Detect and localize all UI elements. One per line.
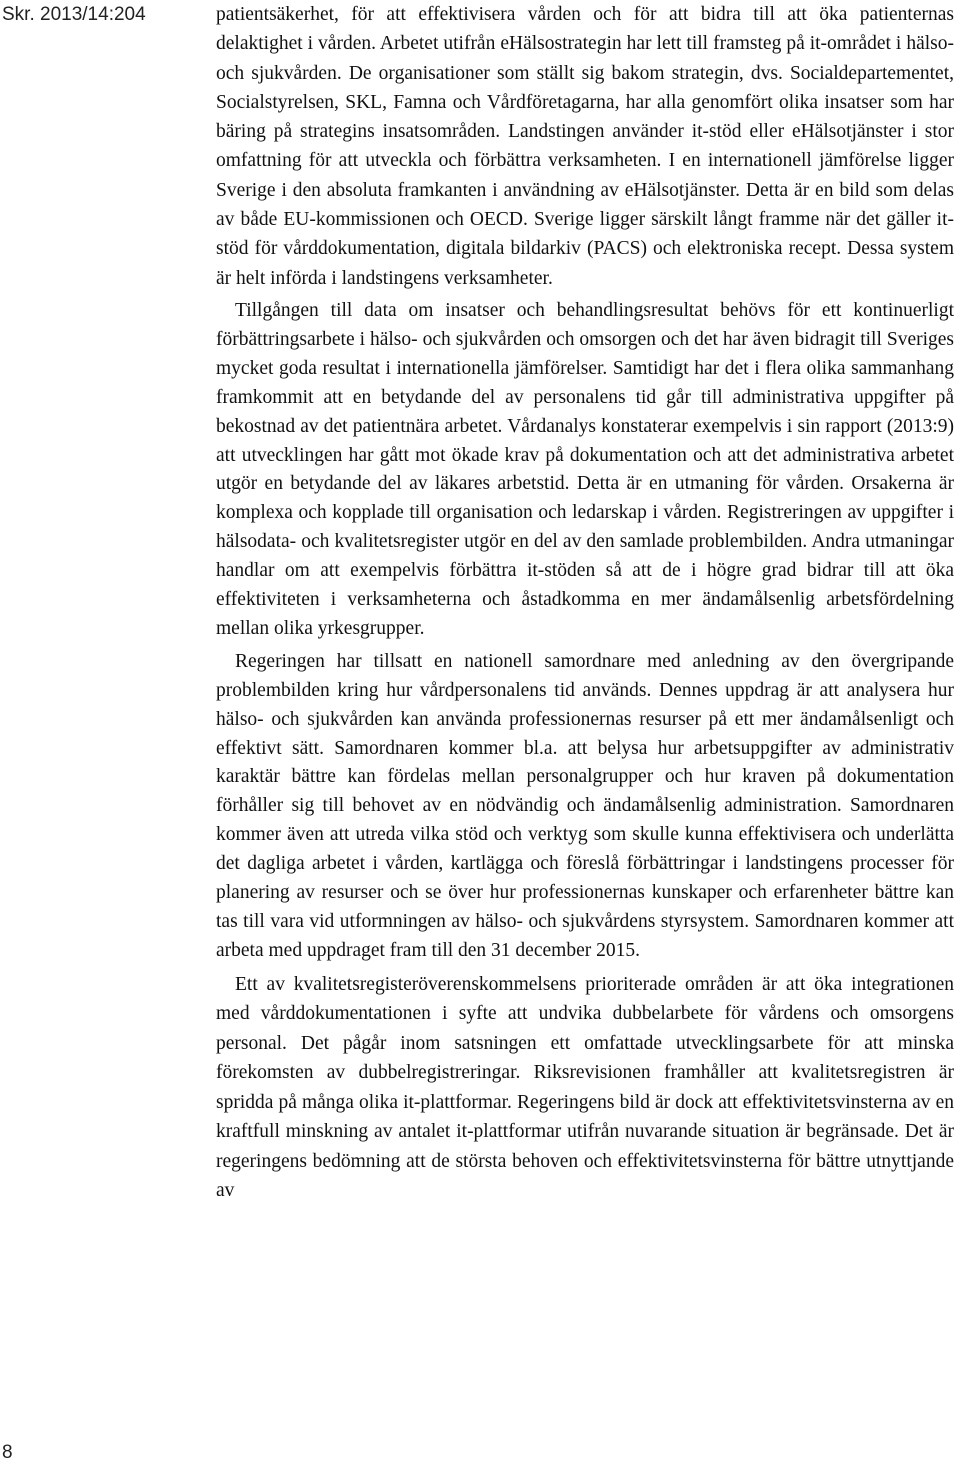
paragraph-2: Tillgången till data om insatser och behandlingsresultat behövs för ett kontinuerligt förbättringsarbete i hälso- och sjukvården och omsorgen och det har även bidragit till Sveriges mycket goda resultat i internationella jämförelser. Samtidigt har det i flera olika sammanhang framkommit att en betydande del av personalens tid går till administrativa uppgifter på bekostnad av det patientnära arbetet. Vårdanalys konstaterar exempelvis i sin rapport (2013:9) att utvecklingen har gått mot ökade krav på dokumentation och att det administrativa arbetet utgör en betydande del av läkares arbetstid. Detta är en utmaning för vården. Orsakerna är komplexa och kopplade till organisation och ledarskap i vården. Registreringen av uppgifter i hälsodata- och kvalitetsregister utgör en del av den samlade problembilden. Andra utmaningar handlar om att exempelvis förbättra it-stöden så att de i högre grad bidrar till att öka effektiviteten i verksamheterna och åstadkomma en mer ändamålsenlig arbetsfördelning mellan olika yrkesgrupper. (216, 299, 954, 639)
paragraph-3: Regeringen har tillsatt en nationell samordnare med anledning av den övergripande problembilden kring hur vårdpersonalens tid används. Dennes uppdrag är att analysera hur hälso- och sjukvården kan använda professionernas resurser på ett mer ändamålsenligt och effektivt sätt. Samordnaren kommer bl.a. att belysa hur arbetsuppgifter av administrativ karaktär bättre kan fördelas mellan personalgrupper och hur kraven på dokumentation förhåller sig till behovet av en nödvändig och ändamålsenlig administration. Samordnaren kommer även att utreda vilka stöd och verktyg som skulle kunna effektivisera och underlätta det dagliga arbetet i vården, kartlägga och föreslå förbättringar i landstingens processer för planering av resurser och se över hur professionernas kunskaper och erfarenheter bättre kan tas till vara vid utformningen av hälso- och sjukvårdens styrsystem. Samordnaren kommer att arbeta med uppdraget fram till den 31 december 2015. (216, 650, 954, 961)
document-reference-label: Skr. 2013/14:204 (2, 4, 146, 25)
page-number: 8 (2, 1442, 13, 1463)
body-text (216, 0, 954, 1206)
paragraph-4: Ett av kvalitetsregisteröverenskommelsens prioriterade områden är att öka integrationen med vårddokumentationen i syfte att undvika dubbelarbete för vårdens och omsorgens personal. Det pågår inom satsningen ett omfattade utvecklingsarbete för att minska förekomsten av dubbelregistreringar. Riksrevisionen framhåller att kvalitetsregistren är spridda på många olika it-plattformar. Regeringens bild är dock att effektivitetsvinsterna av en kraftfull minskning av antalet it-plattformar utifrån nuvarande situation är begränsade. Det är regeringens bedömning att de största behoven och effektivitetsvinsterna för bättre utnyttjande av (216, 973, 954, 1202)
paragraph-1: patientsäkerhet, för att effektivisera vården och för att bidra till att öka patienternas delaktighet i vården. Arbetet utifrån eHälsostrategin har lett till framsteg på it-området i hälso- och sjukvården. De organisationer som ställt sig bakom strategin, dvs. Socialdepartementet, Socialstyrelsen, SKL, Famna och Vårdföretagarna, har alla genomfört olika insatser som har bäring på strategins insatsområden. Landstingen använder it-stöd eller eHälsotjänster i stor omfattning för att utveckla och förbättra verksamheten. I en internationell jämförelse ligger Sverige i den absoluta framkanten i användning av eHälsotjänster. Detta är en bild som delas av både EU-kommissionen och OECD. Sverige ligger särskilt långt framme när det gäller it-stöd för vårddokumentation, digitala bildarkiv (PACS) och elektroniska recept. Dessa system är helt införda i landstingens verksamheter. (216, 4, 954, 289)
